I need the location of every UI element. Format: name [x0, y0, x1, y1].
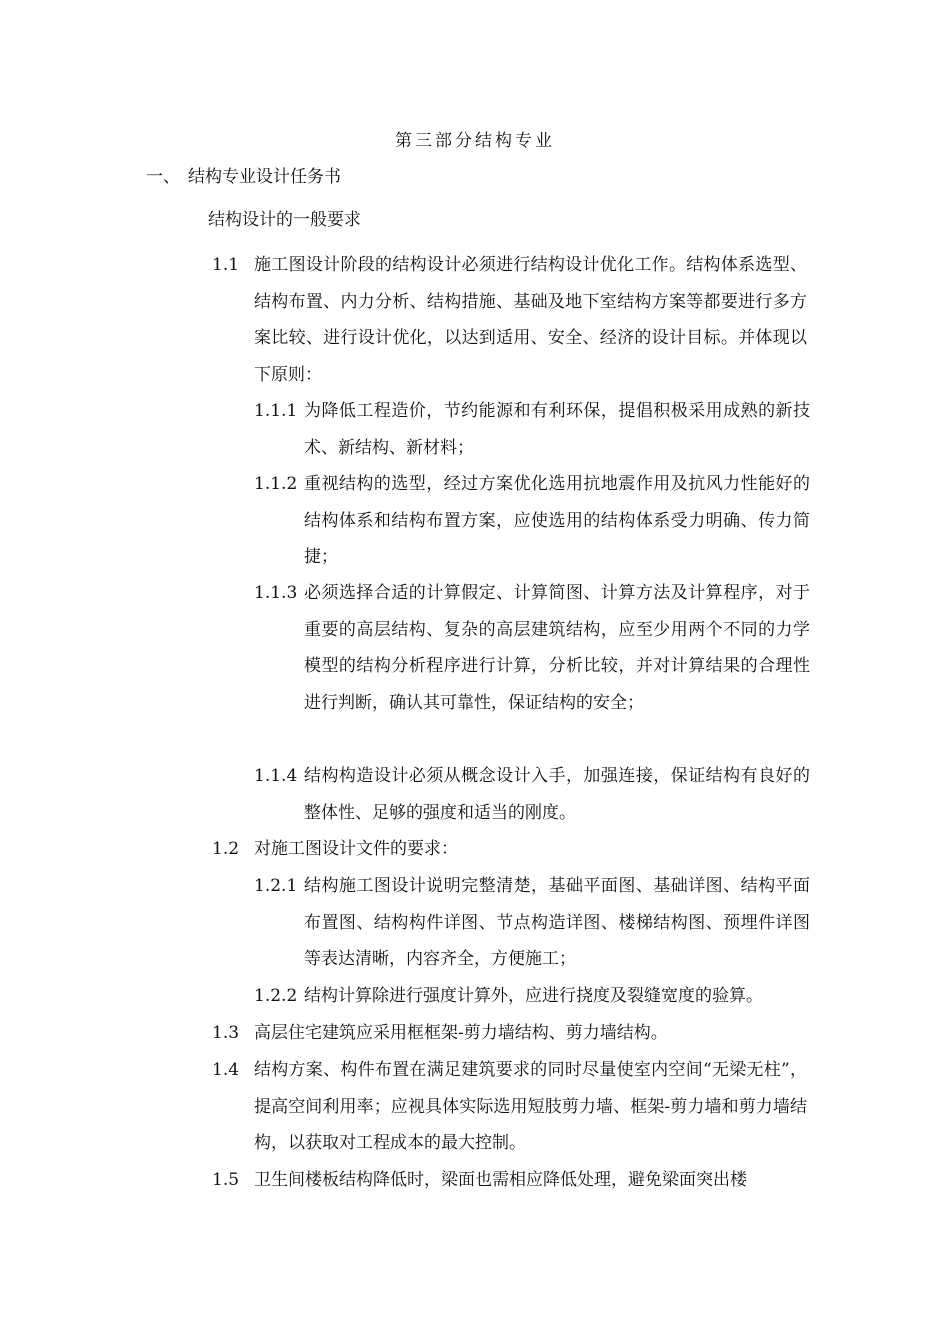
clause-number: 1.4 [212, 1060, 240, 1080]
clause-text: 卫生间楼板结构降低时，梁面也需相应降低处理，避免梁面突出楼 [254, 1170, 747, 1190]
subsection-heading: 结构设计的一般要求 [208, 210, 361, 230]
clause-text: 结构构造设计必须从概念设计入手，加强连接，保证结构有良好的整体性、足够的强度和适当的刚度。 [304, 766, 810, 823]
section-number: 一、 [146, 167, 180, 187]
clause-number: 1.2.1 [254, 876, 298, 896]
clause-text: 为降低工程造价，节约能源和有利环保，提倡积极采用成熟的新技术、新结构、新材料； [304, 401, 810, 458]
section-heading [146, 162, 341, 187]
clause-number: 1.2.2 [254, 986, 298, 1006]
clause-number: 1.5 [212, 1170, 240, 1190]
clause-number: 1.1.4 [254, 766, 298, 786]
clause-number: 1.2 [212, 839, 240, 859]
clause-text: 结构计算除进行强度计算外，应进行挠度及裂缝宽度的验算。 [304, 986, 763, 1006]
clause-number: 1.1.3 [254, 583, 298, 603]
clause-text: 重视结构的选型，经过方案优化选用抗地震作用及抗风力性能好的结构体系和结构布置方案，应使选用的结构体系受力明确、传力简捷； [304, 474, 810, 567]
clause-number: 1.1.2 [254, 474, 298, 494]
clause-text: 对施工图设计文件的要求： [254, 839, 458, 859]
clause-text: 高层住宅建筑应采用框框架-剪力墙结构、剪力墙结构。 [254, 1023, 668, 1043]
clause-text: 必须选择合适的计算假定、计算简图、计算方法及计算程序，对于重要的高层结构、复杂的高层建筑结构，应至少用两个不同的力学模型的结构分析程序进行计算，分析比较，并对计算结果的合理性进行判断，确认其可靠性，保证结构的安全； [304, 583, 810, 713]
clause-text: 结构方案、构件布置在满足建筑要求的同时尽量使室内空间“无梁无柱”，提高空间利用率；应视具体实际选用短肢剪力墙、框架-剪力墙和剪力墙结构，以获取对工程成本的最大控制。 [254, 1060, 807, 1153]
clause-number: 1.3 [212, 1023, 240, 1043]
section-label: 结构专业设计任务书 [188, 167, 341, 187]
page-title: 第三部分结构专业 [395, 131, 555, 151]
clause-number: 1.1.1 [254, 401, 298, 421]
clause-text: 结构施工图设计说明完整清楚，基础平面图、基础详图、结构平面布置图、结构构件详图、节点构造详图、楼梯结构图、预埋件详图等表达清晰，内容齐全，方便施工； [304, 876, 810, 969]
clause-number: 1.1 [212, 255, 240, 275]
clause-text: 施工图设计阶段的结构设计必须进行结构设计优化工作。结构体系选型、结构布置、内力分析、结构措施、基础及地下室结构方案等都要进行多方案比较、进行设计优化，以达到适用、安全、经济的设计目标。并体现以下原则： [254, 255, 807, 385]
